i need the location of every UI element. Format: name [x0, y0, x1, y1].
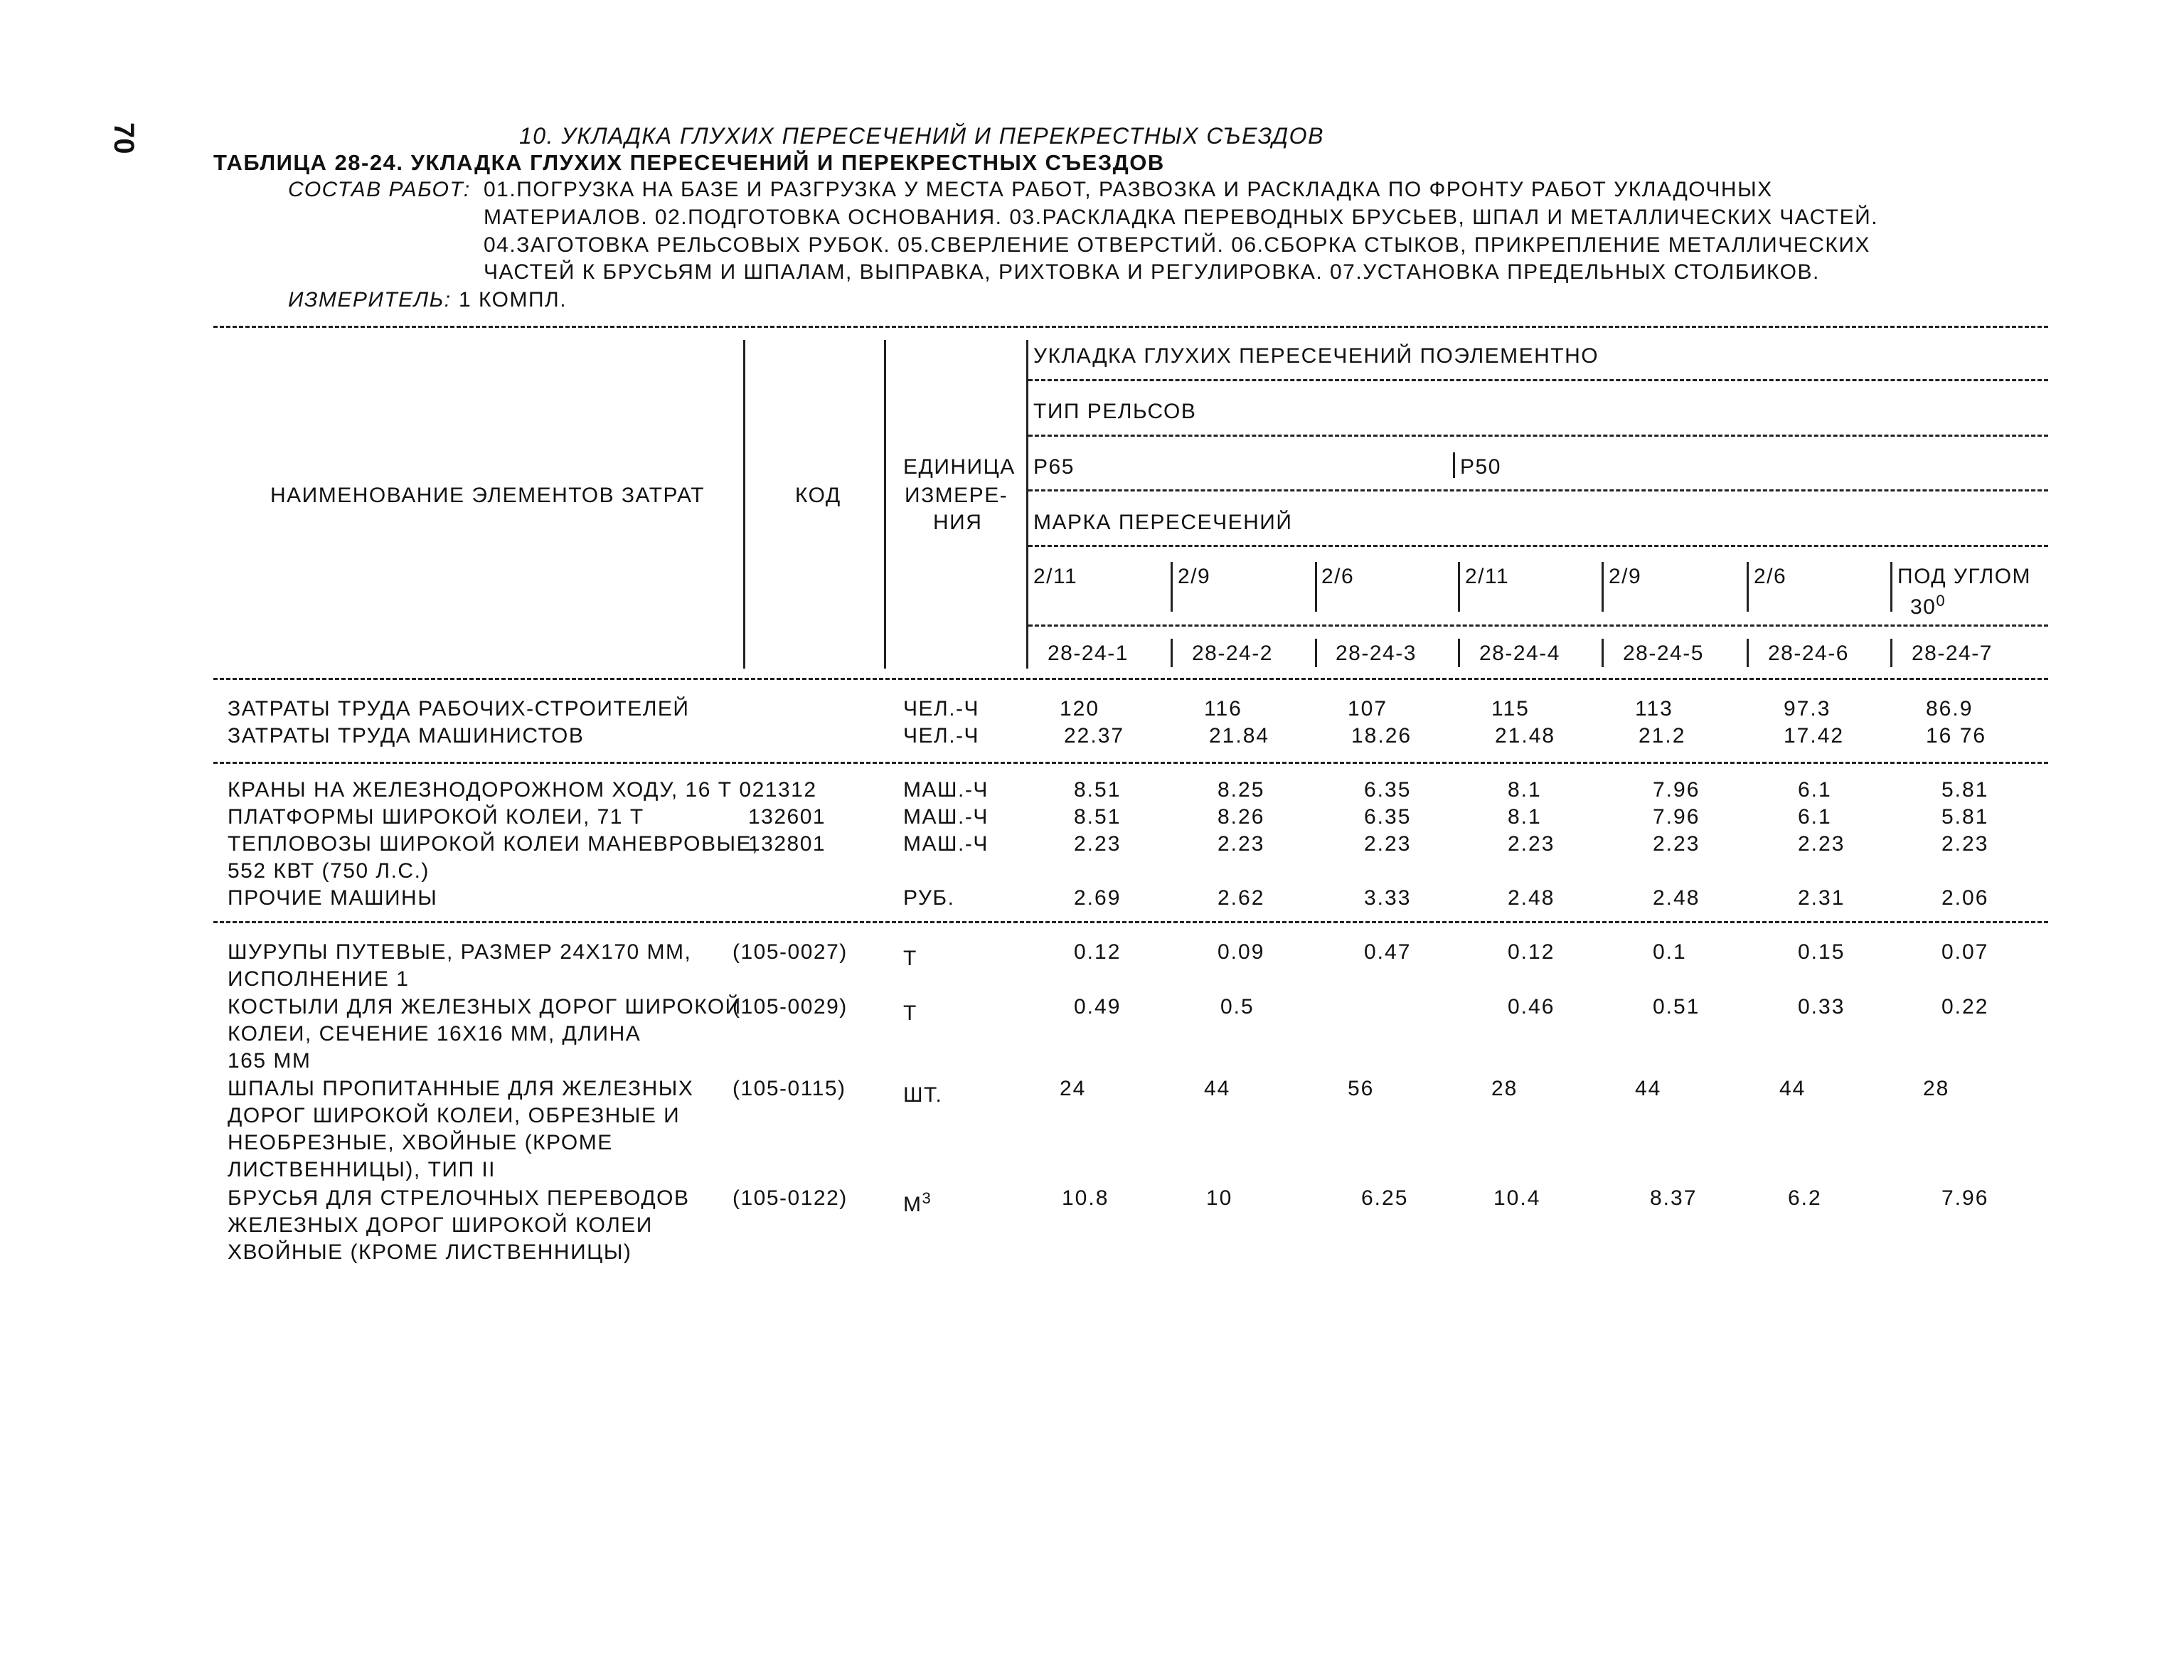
labor-value: 18.26 — [1351, 724, 1412, 748]
header-divider-values — [1026, 340, 1028, 669]
machine-value: 6.1 — [1798, 805, 1832, 829]
machine-value: 8.51 — [1074, 805, 1122, 829]
section-title: 10. УКЛАДКА ГЛУХИХ ПЕРЕСЕЧЕНИЙ И ПЕРЕКРЕСТНЫХ СЪЕЗДОВ — [519, 123, 1324, 149]
labor-value: 21.2 — [1639, 724, 1686, 748]
material-code: (105-0027) — [733, 940, 848, 964]
machine-value: 2.48 — [1653, 886, 1700, 910]
mark-divider-4 — [1458, 562, 1460, 612]
machine-name: ТЕПЛОВОЗЫ ШИРОКОЙ КОЛЕИ МАНЕВРОВЫЕ, — [228, 832, 759, 856]
machine-value: 6.35 — [1364, 778, 1412, 802]
header-rule-5 — [1028, 624, 2048, 627]
work-line-3: 04.ЗАГОТОВКА РЕЛЬСОВЫХ РУБОК. 05.СВЕРЛЕНИЕ ОТВЕРСТИЙ. 06.СБОРКА СТЫКОВ, ПРИКРЕПЛЕНИЕ МЕТАЛЛИЧЕСКИХ — [484, 233, 1870, 257]
header-rail-type: ТИП РЕЛЬСОВ — [1033, 400, 1197, 423]
material-unit: $М^3$ — [903, 1189, 932, 1216]
code-divider-3 — [1315, 639, 1317, 667]
work-line-4: ЧАСТЕЙ К БРУСЬЯМ И ШПАЛАМ, ВЫПРАВКА, РИХТОВКА И РЕГУЛИРОВКА. 07.УСТАНОВКА ПРЕДЕЛЬНЫХ СТОЛБИКОВ. — [484, 260, 1820, 284]
material-value: 0.49 — [1074, 995, 1122, 1019]
material-value: 10.8 — [1062, 1186, 1109, 1210]
material-value: 8.37 — [1650, 1186, 1698, 1210]
material-name-cont: ЛИСТВЕННИЦЫ), ТИП II — [228, 1158, 496, 1181]
mark-divider-5 — [1602, 562, 1604, 612]
work-line-1: 01.ПОГРУЗКА НА БАЗЕ И РАЗГРУЗКА У МЕСТА РАБОТ, РАЗВОЗКА И РАСКЛАДКА ПО ФРОНТУ РАБОТ УКЛАДОЧНЫХ — [484, 178, 1773, 201]
material-name-cont: ЖЕЛЕЗНЫХ ДОРОГ ШИРОКОЙ КОЛЕИ — [228, 1213, 653, 1237]
material-value: 56 — [1348, 1077, 1375, 1100]
machine-code: 132801 — [748, 832, 826, 856]
machine-unit: МАШ.-Ч — [903, 832, 989, 856]
machine-value: 3.33 — [1364, 886, 1412, 910]
header-code-5: 28-24-5 — [1623, 642, 1704, 665]
material-unit: Т — [903, 1001, 917, 1025]
machine-value: 2.23 — [1941, 832, 1989, 856]
machine-name: ПРОЧИЕ МАШИНЫ — [228, 886, 438, 910]
mark-divider-3 — [1315, 562, 1317, 612]
material-value: 0.09 — [1218, 940, 1265, 964]
header-mark-4: 2/11 — [1465, 565, 1510, 588]
header-rule-1 — [1028, 379, 2048, 381]
header-mark-7: ПОД УГЛОМ — [1897, 565, 2032, 588]
header-rule-3 — [1028, 489, 2048, 491]
machine-value: 2.23 — [1508, 832, 1555, 856]
labor-value: 21.84 — [1209, 724, 1270, 748]
machine-value: 8.1 — [1508, 805, 1542, 829]
header-mark-1: 2/11 — [1033, 565, 1078, 588]
header-rule-4 — [1028, 545, 2048, 547]
machine-value: 7.96 — [1653, 805, 1700, 829]
header-code-3: 28-24-3 — [1336, 642, 1417, 665]
material-value: 0.1 — [1653, 940, 1687, 964]
machine-code: 132601 — [748, 805, 826, 829]
header-mark-2: 2/9 — [1178, 565, 1211, 588]
material-name-cont: ХВОЙНЫЕ (КРОМЕ ЛИСТВЕННИЦЫ) — [228, 1240, 632, 1264]
machine-value: 2.31 — [1798, 886, 1845, 910]
machine-value: 2.06 — [1941, 886, 1989, 910]
header-mark-5: 2/9 — [1609, 565, 1642, 588]
header-rail-p65: Р65 — [1033, 455, 1075, 479]
machine-value: 5.81 — [1941, 778, 1989, 802]
machine-value: 2.23 — [1218, 832, 1265, 856]
machine-value: 2.69 — [1074, 886, 1122, 910]
code-divider-6 — [1747, 639, 1749, 667]
machine-value: 2.23 — [1653, 832, 1700, 856]
mark-divider-7 — [1890, 562, 1892, 612]
machines-bottom-rule — [213, 921, 2048, 923]
material-value: 10 — [1206, 1186, 1233, 1210]
work-label: СОСТАВ РАБОТ: — [288, 178, 471, 201]
labor-value: 21.48 — [1495, 724, 1556, 748]
header-marka: МАРКА ПЕРЕСЕЧЕНИЙ — [1033, 511, 1293, 534]
labor-value: 16 76 — [1926, 724, 1987, 748]
material-name: ШУРУПЫ ПУТЕВЫЕ, РАЗМЕР 24Х170 ММ, — [228, 940, 692, 964]
material-value: 6.2 — [1788, 1186, 1822, 1210]
table-title: ТАБЛИЦА 28-24. УКЛАДКА ГЛУХИХ ПЕРЕСЕЧЕНИЙ И ПЕРЕКРЕСТНЫХ СЪЕЗДОВ — [213, 150, 1165, 175]
material-name-cont: КОЛЕИ, СЕЧЕНИЕ 16Х16 ММ, ДЛИНА — [228, 1022, 641, 1046]
header-bottom-rule — [213, 678, 2048, 680]
material-name-cont: НЕОБРЕЗНЫЕ, ХВОЙНЫЕ (КРОМЕ — [228, 1131, 613, 1154]
machine-unit: РУБ. — [903, 886, 955, 910]
material-name-cont: 165 ММ — [228, 1049, 311, 1073]
material-value: 0.15 — [1798, 940, 1845, 964]
material-value: 6.25 — [1361, 1186, 1409, 1210]
machine-value: 2.23 — [1074, 832, 1122, 856]
material-value: 0.12 — [1508, 940, 1555, 964]
labor-value: 86.9 — [1926, 697, 1973, 721]
material-name-cont: ИСПОЛНЕНИЕ 1 — [228, 967, 410, 991]
machine-name: ПЛАТФОРМЫ ШИРОКОЙ КОЛЕИ, 71 Т — [228, 805, 644, 829]
machine-value: 2.48 — [1508, 886, 1555, 910]
header-code-7: 28-24-7 — [1912, 642, 1993, 665]
labor-value: 120 — [1060, 697, 1100, 721]
material-value: 10.4 — [1493, 1186, 1541, 1210]
material-name: БРУСЬЯ ДЛЯ СТРЕЛОЧНЫХ ПЕРЕВОДОВ — [228, 1186, 690, 1210]
machine-unit: МАШ.-Ч — [903, 778, 989, 802]
meter-value: 1 КОМПЛ. — [459, 288, 568, 312]
code-divider-5 — [1602, 639, 1604, 667]
labor-unit-1: ЧЕЛ.-Ч — [903, 697, 980, 721]
material-value: 28 — [1923, 1077, 1950, 1100]
material-name-cont: ДОРОГ ШИРОКОЙ КОЛЕИ, ОБРЕЗНЫЕ И — [228, 1104, 681, 1127]
labor-value: 115 — [1491, 697, 1530, 721]
machine-value: 7.96 — [1653, 778, 1700, 802]
material-code: (105-0029) — [733, 995, 848, 1019]
header-code-4: 28-24-4 — [1479, 642, 1560, 665]
header-rule-2 — [1028, 435, 2048, 437]
header-angle: $30^0$ — [1910, 592, 1946, 619]
material-code: (105-0122) — [733, 1186, 848, 1210]
machine-value: 2.23 — [1798, 832, 1845, 856]
material-unit: Т — [903, 947, 917, 970]
material-value: 44 — [1779, 1077, 1806, 1100]
material-value: 24 — [1060, 1077, 1087, 1100]
code-divider-4 — [1458, 639, 1460, 667]
machine-value: 6.1 — [1798, 778, 1832, 802]
header-divider-code — [743, 340, 745, 669]
material-value: 0.12 — [1074, 940, 1122, 964]
labor-value: 107 — [1348, 697, 1388, 721]
machine-value: 6.35 — [1364, 805, 1412, 829]
header-mark-6: 2/6 — [1754, 565, 1787, 588]
header-rail-p50: Р50 — [1460, 455, 1501, 479]
header-code-2: 28-24-2 — [1192, 642, 1273, 665]
material-value: 0.47 — [1364, 940, 1412, 964]
material-value: 0.46 — [1508, 995, 1555, 1019]
labor-name-1: ЗАТРАТЫ ТРУДА РАБОЧИХ-СТРОИТЕЛЕЙ — [228, 697, 690, 721]
material-name: КОСТЫЛИ ДЛЯ ЖЕЛЕЗНЫХ ДОРОГ ШИРОКОЙ — [228, 995, 742, 1019]
material-name: ШПАЛЫ ПРОПИТАННЫЕ ДЛЯ ЖЕЛЕЗНЫХ — [228, 1077, 694, 1100]
material-value: 0.22 — [1941, 995, 1989, 1019]
mark-divider-2 — [1171, 562, 1173, 612]
material-value: 44 — [1635, 1077, 1662, 1100]
meter-label: ИЗМЕРИТЕЛЬ: — [288, 288, 452, 312]
machine-unit: МАШ.-Ч — [903, 805, 989, 829]
machine-value: 2.23 — [1364, 832, 1412, 856]
header-col-unit-1: ЕДИНИЦА — [903, 455, 1016, 479]
material-value: 7.96 — [1941, 1186, 1989, 1210]
labor-name-2: ЗАТРАТЫ ТРУДА МАШИНИСТОВ — [228, 724, 585, 748]
labor-bottom-rule — [213, 762, 2048, 764]
machine-value: 8.51 — [1074, 778, 1122, 802]
header-col-unit-2: ИЗМЕРЕ- — [905, 484, 1008, 507]
labor-value: 116 — [1204, 697, 1242, 721]
labor-unit-2: ЧЕЛ.-Ч — [903, 724, 980, 748]
header-group-title: УКЛАДКА ГЛУХИХ ПЕРЕСЕЧЕНИЙ ПОЭЛЕМЕНТНО — [1033, 344, 1599, 368]
material-value: 0.5 — [1220, 995, 1255, 1019]
header-col-name: НАИМЕНОВАНИЕ ЭЛЕМЕНТОВ ЗАТРАТ — [270, 484, 705, 507]
code-divider-7 — [1890, 639, 1892, 667]
material-value: 28 — [1491, 1077, 1518, 1100]
page-number: 70 — [108, 122, 139, 154]
mark-divider-6 — [1747, 562, 1749, 612]
labor-value: 22.37 — [1064, 724, 1125, 748]
code-divider-2 — [1171, 639, 1173, 667]
material-value: 0.33 — [1798, 995, 1845, 1019]
machine-value: 5.81 — [1941, 805, 1989, 829]
material-code: (105-0115) — [733, 1077, 846, 1100]
labor-value: 113 — [1635, 697, 1673, 721]
header-code-1: 28-24-1 — [1048, 642, 1129, 665]
work-line-2: МАТЕРИАЛОВ. 02.ПОДГОТОВКА ОСНОВАНИЯ. 03.РАСКЛАДКА ПЕРЕВОДНЫХ БРУСЬЕВ, ШПАЛ И МЕТАЛЛИЧЕСКИХ ЧАСТЕЙ. — [484, 206, 1879, 229]
labor-value: 97.3 — [1784, 697, 1831, 721]
machine-value: 8.1 — [1508, 778, 1542, 802]
machine-value: 2.62 — [1218, 886, 1265, 910]
machine-name-cont: 552 КВТ (750 Л.С.) — [228, 859, 430, 883]
machine-value: 8.26 — [1218, 805, 1265, 829]
header-code-6: 28-24-6 — [1768, 642, 1849, 665]
machine-value: 8.25 — [1218, 778, 1265, 802]
material-value: 0.07 — [1941, 940, 1989, 964]
header-mark-3: 2/6 — [1321, 565, 1355, 588]
header-rail-divider — [1453, 452, 1455, 478]
header-top-rule — [213, 326, 2048, 328]
material-value: 44 — [1204, 1077, 1231, 1100]
machine-name: КРАНЫ НА ЖЕЛЕЗНОДОРОЖНОМ ХОДУ, 16 Т 021312 — [228, 778, 817, 802]
header-col-unit-3: НИЯ — [933, 511, 983, 534]
labor-value: 17.42 — [1784, 724, 1845, 748]
header-divider-unit — [884, 340, 886, 669]
material-unit: ШТ. — [903, 1083, 943, 1107]
material-value: 0.51 — [1653, 995, 1700, 1019]
header-col-code: КОД — [795, 484, 841, 507]
